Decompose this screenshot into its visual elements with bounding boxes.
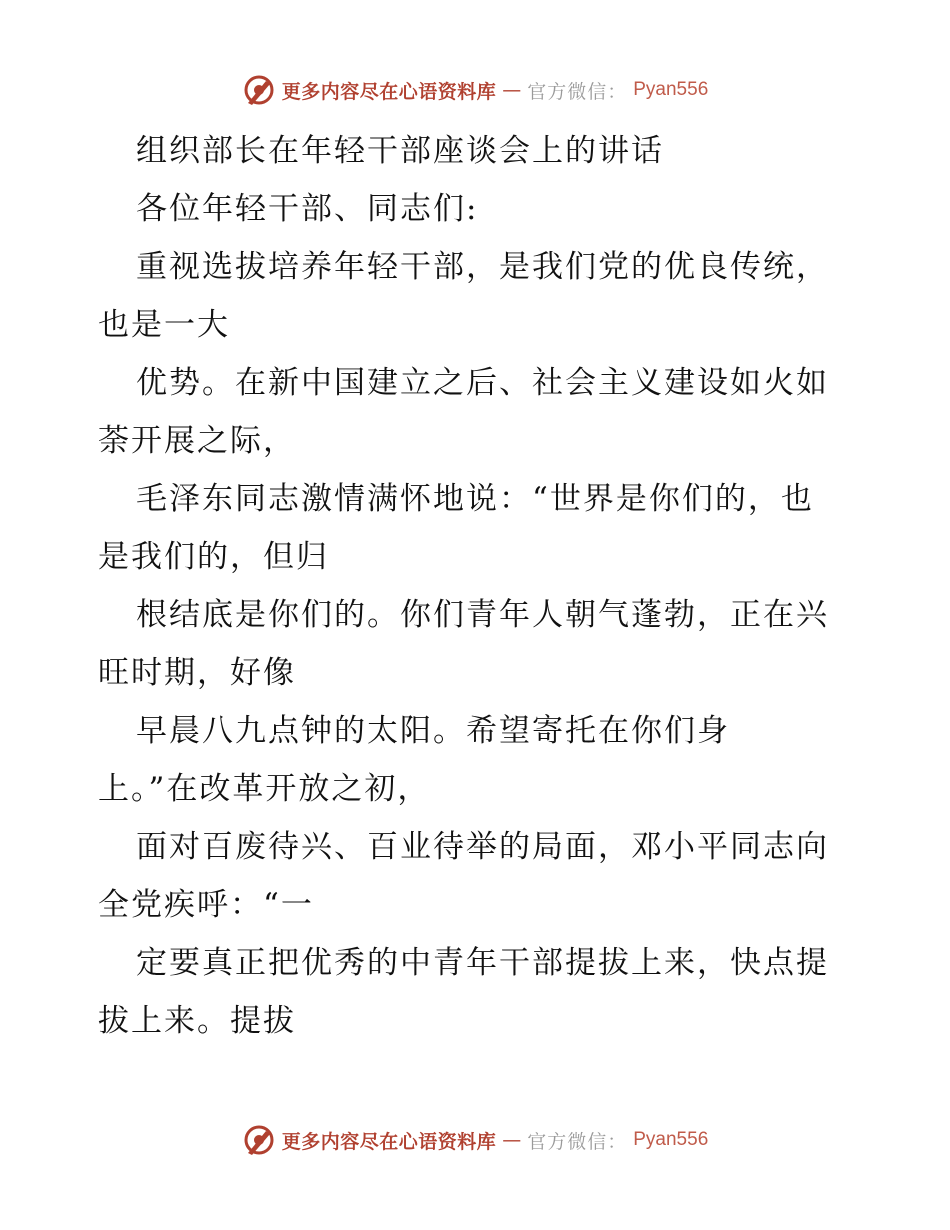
pen-logo-icon <box>242 1123 276 1157</box>
header-watermark <box>0 70 950 110</box>
pen-logo-icon <box>242 73 276 107</box>
text-line: 全党疾呼：“一 <box>98 887 314 923</box>
text-line: 旺时期，好像 <box>98 655 296 691</box>
document-title: 组织部长在年轻干部座谈会上的讲话 <box>136 133 664 169</box>
watermark-dash: — <box>502 1129 522 1151</box>
watermark-wechat-id: Pyan556 <box>633 1129 709 1150</box>
watermark-site-name: 更多内容尽在心语资料库 <box>281 1130 497 1153</box>
text-line: 根结底是你们的。你们青年人朝气蓬勃，正在兴 <box>136 597 829 633</box>
watermark-dash: — <box>502 79 522 101</box>
text-line: 是我们的，但归 <box>98 539 329 575</box>
text-line: 也是一大 <box>98 307 230 343</box>
watermark-wechat-label: 官方微信： <box>527 1130 628 1153</box>
text-line: 早晨八九点钟的太阳。希望寄托在你们身 <box>136 713 730 749</box>
text-line: 重视选拔培养年轻干部，是我们党的优良传统， <box>136 249 829 285</box>
watermark-site-name: 更多内容尽在心语资料库 <box>281 80 497 103</box>
document-body <box>98 122 858 1050</box>
text-line: 上。”在改革开放之初， <box>98 771 431 807</box>
text-line: 面对百废待兴、百业待举的局面，邓小平同志向 <box>136 829 829 865</box>
watermark-wechat-label: 官方微信： <box>527 80 628 103</box>
text-line: 定要真正把优秀的中青年干部提拔上来，快点提 <box>136 945 829 981</box>
text-line: 拔上来。提拔 <box>98 1003 296 1039</box>
watermark-wechat-id: Pyan556 <box>633 79 709 100</box>
text-line: 毛泽东同志激情满怀地说：“世界是你们的，也 <box>136 481 814 517</box>
footer-watermark <box>0 1120 950 1160</box>
text-line: 荼开展之际， <box>98 423 296 459</box>
salutation: 各位年轻干部、同志们: <box>136 191 479 227</box>
text-line: 优势。在新中国建立之后、社会主义建设如火如 <box>136 365 829 401</box>
